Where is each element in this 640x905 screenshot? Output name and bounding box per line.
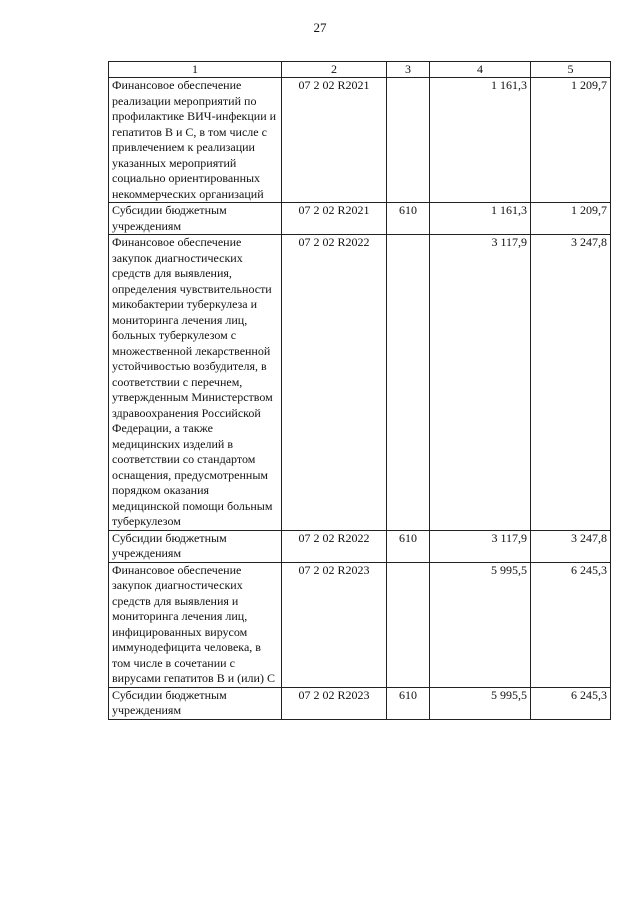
row-code: 07 2 02 R2022 <box>282 530 387 562</box>
budget-table <box>108 61 611 720</box>
row-code: 07 2 02 R2021 <box>282 203 387 235</box>
row-name: Субсидии бюджетным учреждениям <box>109 530 282 562</box>
header-col-1: 1 <box>109 62 282 78</box>
table-row <box>109 203 611 235</box>
table-body <box>109 78 611 720</box>
row-code: 07 2 02 R2021 <box>282 78 387 203</box>
table-row <box>109 235 611 531</box>
row-name: Субсидии бюджетным учреждениям <box>109 687 282 719</box>
row-amount-col4: 1 161,3 <box>430 203 531 235</box>
row-amount-col4: 5 995,5 <box>430 562 531 687</box>
header-col-5: 5 <box>531 62 611 78</box>
row-amount-col4: 5 995,5 <box>430 687 531 719</box>
row-amount-col4: 3 117,9 <box>430 530 531 562</box>
row-amount-col5: 1 209,7 <box>531 203 611 235</box>
row-name: Финансовое обеспечение закупок диагностических средств для выявления, определения чувствительности микобактерии туберкулеза и мониторинга лечения лиц, больных туберкулезом с множественной лекарственной устойчивостью возбудителя, в соответствии с перечнем, утвержденным Министерством здравоохранения Российской Федерации, а также медицинских изделий в соответствии со стандартом оснащения, предусмотренным порядком оказания медицинской помощи больным туберкулезом <box>109 235 282 531</box>
table-row <box>109 78 611 203</box>
header-row <box>109 62 611 78</box>
row-code: 07 2 02 R2023 <box>282 562 387 687</box>
row-amount-col5: 6 245,3 <box>531 562 611 687</box>
table-row <box>109 562 611 687</box>
table-row <box>109 530 611 562</box>
page-number: 27 <box>313 20 327 35</box>
table-row <box>109 687 611 719</box>
row-code: 07 2 02 R2022 <box>282 235 387 531</box>
row-expense-type <box>387 235 430 531</box>
row-name: Финансовое обеспечение реализации мероприятий по профилактике ВИЧ-инфекции и гепатитов В и С, в том числе с привлечением к реализации указанных мероприятий социально ориентированных некоммерческих организаций <box>109 78 282 203</box>
row-name: Субсидии бюджетным учреждениям <box>109 203 282 235</box>
row-expense-type <box>387 78 430 203</box>
header-col-2: 2 <box>282 62 387 78</box>
row-name: Финансовое обеспечение закупок диагностических средств для выявления и мониторинга лечения лиц, инфицированных вирусом иммунодефицита человека, в том числе в сочетании с вирусами гепатитов В и (или) С <box>109 562 282 687</box>
table-header <box>109 62 611 78</box>
row-expense-type: 610 <box>387 203 430 235</box>
row-amount-col5: 3 247,8 <box>531 235 611 531</box>
row-amount-col5: 3 247,8 <box>531 530 611 562</box>
row-amount-col4: 3 117,9 <box>430 235 531 531</box>
header-col-4: 4 <box>430 62 531 78</box>
row-amount-col5: 1 209,7 <box>531 78 611 203</box>
row-expense-type <box>387 562 430 687</box>
row-amount-col4: 1 161,3 <box>430 78 531 203</box>
row-expense-type: 610 <box>387 687 430 719</box>
row-expense-type: 610 <box>387 530 430 562</box>
row-code: 07 2 02 R2023 <box>282 687 387 719</box>
header-col-3: 3 <box>387 62 430 78</box>
row-amount-col5: 6 245,3 <box>531 687 611 719</box>
